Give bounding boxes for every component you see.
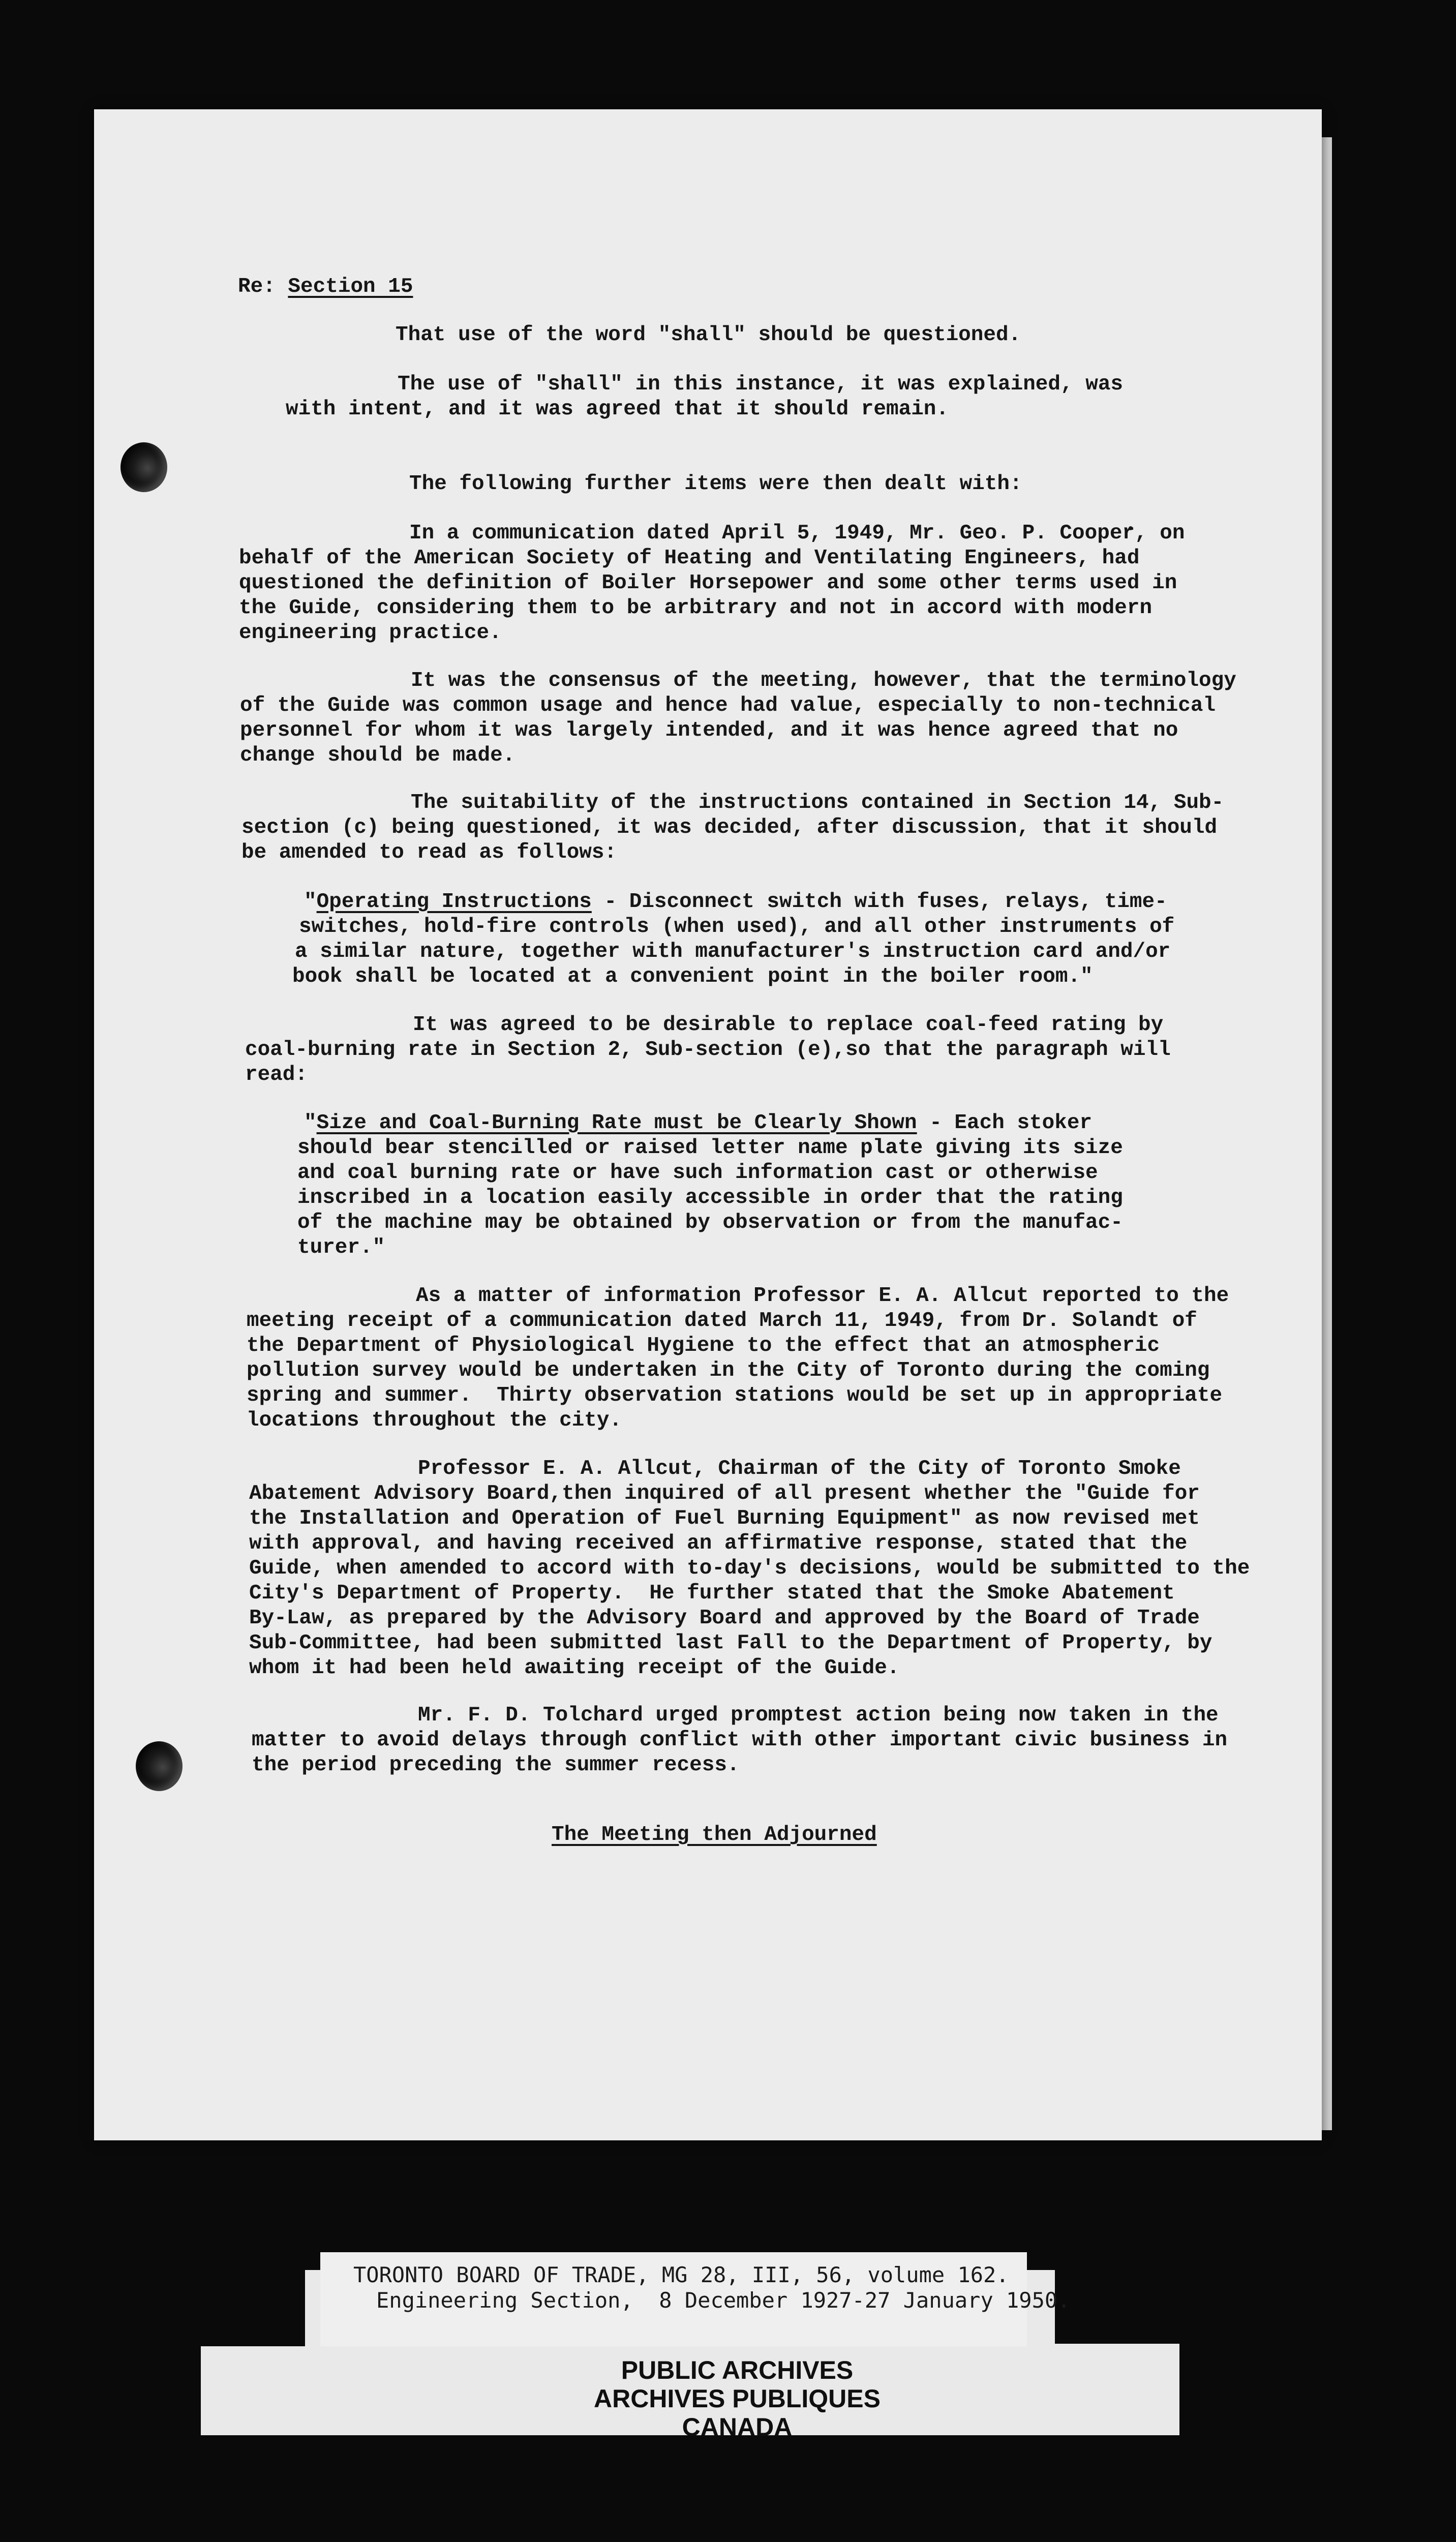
paragraph-allcut-report-line-5: spring and summer. Thirty observation stations would be set up in appropriate xyxy=(247,1384,1223,1407)
quote-open-mark-2: " xyxy=(304,1111,317,1135)
label-notch-right xyxy=(1055,2270,1179,2344)
quote-size-line-6: turer." xyxy=(297,1236,385,1259)
paragraph-shall-question: That use of the word "shall" should be questioned. xyxy=(396,323,1021,347)
paragraph-cooper-line-5: engineering practice. xyxy=(239,621,502,645)
paragraph-chairman-line-8: Sub-Committee, had been submitted last Fall to the Department of Property, by xyxy=(249,1631,1212,1655)
quote-size-line-2: should bear stencilled or raised letter name plate giving its size xyxy=(297,1136,1123,1160)
paragraph-allcut-report-line-4: pollution survey would be undertaken in the City of Toronto during the coming xyxy=(247,1359,1210,1382)
paragraph-consensus-line-1: It was the consensus of the meeting, however, that the terminology xyxy=(411,669,1236,692)
heading-prefix: Re: xyxy=(238,275,288,298)
quote-operating-line-1 xyxy=(304,890,1167,915)
paragraph-chairman-line-1: Professor E. A. Allcut, Chairman of the City of Toronto Smoke xyxy=(418,1457,1181,1480)
paragraph-consensus-line-4: change should be made. xyxy=(240,744,515,767)
paragraph-allcut-report-line-3: the Department of Physiological Hygiene to the effect that an atmospheric xyxy=(247,1334,1160,1357)
stamp-public-archives: PUBLIC ARCHIVES xyxy=(621,2356,854,2384)
paragraph-chairman-line-2: Abatement Advisory Board,then inquired of all present whether the "Guide for xyxy=(249,1482,1200,1505)
paragraph-suitability-line-2: section (c) being questioned, it was decided, after discussion, that it should xyxy=(241,816,1218,839)
paragraph-consensus-line-3: personnel for whom it was largely intended, and it was hence agreed that no xyxy=(240,719,1178,742)
paragraph-coal-rate-line-1: It was agreed to be desirable to replace coal-feed rating by xyxy=(413,1013,1164,1037)
quote-open-mark: " xyxy=(304,890,317,914)
quote-size-line-3: and coal burning rate or have such information cast or otherwise xyxy=(297,1161,1098,1185)
paragraph-coal-rate-line-2: coal-burning rate in Section 2, Sub-section (e),so that the paragraph will xyxy=(245,1038,1171,1062)
paragraph-allcut-report-line-6: locations throughout the city. xyxy=(247,1409,622,1432)
paragraph-chairman-line-5: Guide, when amended to accord with to-day's decisions, would be submitted to the xyxy=(249,1557,1250,1580)
quote-size-line-4: inscribed in a location easily accessible in order that the rating xyxy=(297,1186,1123,1209)
paragraph-chairman-line-4: with approval, and having received an affirmative response, stated that the xyxy=(249,1532,1188,1555)
section-heading xyxy=(238,275,413,299)
quote-size-line-5: of the machine may be obtained by observation or from the manufac- xyxy=(297,1211,1123,1234)
further-items-heading: The following further items were then dealt with: xyxy=(409,472,1022,496)
paragraph-chairman-line-3: the Installation and Operation of Fuel Burning Equipment" as now revised met xyxy=(249,1507,1200,1530)
heading-section: Section 15 xyxy=(288,275,413,298)
paragraph-tolchard-line-1: Mr. F. D. Tolchard urged promptest action being now taken in the xyxy=(418,1704,1219,1727)
paragraph-allcut-report-line-1: As a matter of information Professor E. A. Allcut reported to the xyxy=(416,1284,1229,1308)
paragraph-shall-line-1: The use of "shall" in this instance, it was explained, was xyxy=(398,373,1124,396)
quote-operating-title: Operating Instructions xyxy=(316,890,592,914)
stamp-archives-publiques: ARCHIVES PUBLIQUES xyxy=(594,2384,881,2413)
quote-operating-line-4: book shall be located at a convenient point in the boiler room." xyxy=(292,965,1093,988)
paragraph-chairman-line-6: City's Department of Property. He further stated that the Smoke Abatement xyxy=(249,1582,1175,1605)
meeting-adjourned: The Meeting then Adjourned xyxy=(552,1823,877,1847)
quote-size-title: Size and Coal-Burning Rate must be Clearly Shown xyxy=(316,1111,917,1135)
quote-size-rest: - Each stoker xyxy=(917,1111,1093,1135)
archive-citation-line-2: Engineering Section, 8 December 1927-27 January 1950. xyxy=(376,2288,1071,2313)
paragraph-allcut-report-line-2: meeting receipt of a communication dated March 11, 1949, from Dr. Solandt of xyxy=(247,1309,1197,1333)
paragraph-suitability-line-3: be amended to read as follows: xyxy=(241,841,617,864)
paragraph-cooper-line-1: In a communication dated April 5, 1949, Mr. Geo. P. Cooper, on xyxy=(409,522,1185,545)
paragraph-tolchard-line-2: matter to avoid delays through conflict with other important civic business in xyxy=(252,1729,1228,1752)
punch-hole-top xyxy=(120,442,167,492)
paragraph-suitability-line-1: The suitability of the instructions contained in Section 14, Sub- xyxy=(411,791,1224,814)
stamp-canada: CANADA xyxy=(682,2413,793,2441)
paragraph-chairman-line-9: whom it had been held awaiting receipt of the Guide. xyxy=(249,1656,900,1680)
paragraph-shall-line-2: with intent, and it was agreed that it should remain. xyxy=(286,398,949,421)
punch-hole-bottom xyxy=(136,1741,183,1791)
quote-operating-line-2: switches, hold-fire controls (when used), and all other instruments of xyxy=(299,915,1175,939)
paragraph-cooper-line-3: questioned the definition of Boiler Horsepower and some other terms used in xyxy=(239,571,1177,595)
paragraph-cooper-line-4: the Guide, considering them to be arbitrary and not in accord with modern xyxy=(239,596,1152,620)
quote-operating-line-3: a similar nature, together with manufacturer's instruction card and/or xyxy=(295,940,1171,963)
archive-citation-line-1: TORONTO BOARD OF TRADE, MG 28, III, 56, volume 162. xyxy=(353,2262,1009,2287)
paragraph-coal-rate-line-3: read: xyxy=(245,1063,308,1086)
paragraph-tolchard-line-3: the period preceding the summer recess. xyxy=(252,1753,740,1777)
paragraph-chairman-line-7: By-Law, as prepared by the Advisory Board and approved by the Board of Trade xyxy=(249,1607,1200,1630)
label-notch-left xyxy=(201,2270,305,2346)
paragraph-consensus-line-2: of the Guide was common usage and hence had value, especially to non-technical xyxy=(240,694,1216,717)
quote-size-line-1 xyxy=(304,1111,1092,1136)
paragraph-cooper-line-2: behalf of the American Society of Heating and Ventilating Engineers, had xyxy=(239,547,1140,570)
quote-operating-rest: - Disconnect switch with fuses, relays, time- xyxy=(591,890,1167,914)
